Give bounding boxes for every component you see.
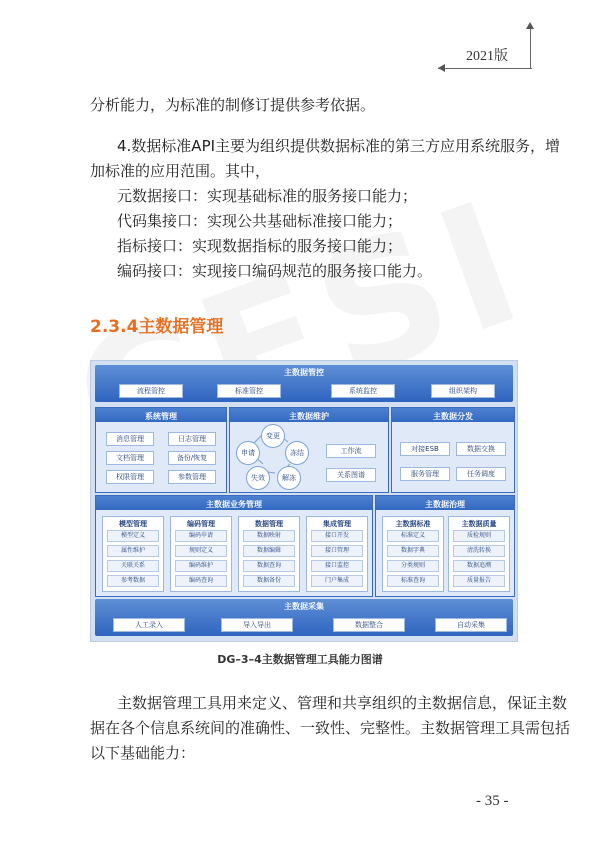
column-title: 编码管理: [187, 520, 215, 528]
item-box: 参考数据: [107, 575, 159, 587]
item-box: 属性维护: [107, 545, 159, 557]
band-title: 主数据管控: [284, 368, 324, 377]
item-box: 规则定义: [175, 545, 227, 557]
item-box: 清洗转换: [453, 545, 505, 557]
item-box: 模型定义: [107, 530, 159, 542]
band-collection: [95, 599, 513, 636]
item-box: 消息管理: [106, 432, 154, 446]
item-box: 接口开发: [311, 530, 363, 542]
edition-label: 2021版: [466, 49, 508, 64]
item-box: 文档管理: [106, 451, 154, 465]
body-paragraph: 分析能力，为标准的制修订提供参考依据。: [90, 96, 376, 114]
panel-business: [95, 495, 373, 597]
item-box: 数据追溯: [453, 560, 505, 572]
item-box: 分类规则: [387, 560, 439, 572]
item-box: 流程管控: [119, 384, 183, 398]
cycle-node: 失效: [246, 466, 270, 490]
item-box: 数据交换: [456, 442, 506, 456]
arrow-left-icon: [438, 64, 445, 72]
band-control: [95, 365, 513, 402]
panel-title: 主数据维护: [289, 412, 329, 421]
body-paragraph: 以下基础能力：: [90, 744, 196, 762]
item-box: 标准定义: [387, 530, 439, 542]
panel-title: 系统管理: [145, 412, 177, 421]
body-paragraph: 主数据管理工具用来定义、管理和共享组织的主数据信息，保证主数: [117, 694, 568, 712]
item-box: 数据整合: [333, 618, 405, 632]
body-paragraph: 加标准的应用范围。其中，: [90, 162, 271, 180]
item-box: 标准查询: [387, 575, 439, 587]
column-data: [238, 516, 300, 592]
panel-title: 主数据治理: [425, 500, 465, 509]
body-paragraph: 编码接口：实现接口编码规范的服务接口能力。: [117, 262, 433, 280]
item-box: 门户集成: [311, 575, 363, 587]
item-box: 数据字典: [387, 545, 439, 557]
cycle-node: 变更: [261, 424, 285, 448]
item-box: 编码查询: [175, 575, 227, 587]
item-box: 数据映射: [243, 530, 295, 542]
capability-diagram: [90, 360, 518, 642]
item-box: 关系图谱: [326, 468, 376, 482]
column-quality: [448, 516, 510, 592]
item-box: 任务调度: [456, 467, 506, 481]
item-box: 编码维护: [175, 560, 227, 572]
header-rule: [438, 68, 532, 69]
body-paragraph: 代码集接口：实现公共基础标准接口能力；: [117, 212, 403, 230]
panel-distribution: [391, 407, 515, 493]
item-box: 质检规则: [453, 530, 505, 542]
item-box: 工作流: [326, 444, 376, 458]
item-box: 编码申请: [175, 530, 227, 542]
header-vertical-rule: [530, 26, 531, 69]
item-box: 关联关系: [107, 560, 159, 572]
item-box: 接口监控: [311, 560, 363, 572]
item-box: 标准管控: [217, 384, 281, 398]
column-title: 主数据标准: [395, 520, 431, 528]
item-box: 数据备份: [243, 575, 295, 587]
cycle-node: 解冻: [277, 466, 301, 490]
item-box: 质量报告: [453, 575, 505, 587]
column-title: 模型管理: [119, 520, 147, 528]
cycle-node: 冻结: [285, 441, 309, 465]
section-title: 2.3.4主数据管理: [90, 317, 224, 337]
band-title: 主数据采集: [284, 602, 324, 611]
body-paragraph: 元数据接口：实现基础标准的服务接口能力；: [117, 187, 418, 205]
column-title: 数据管理: [255, 520, 283, 528]
column-model: [102, 516, 164, 592]
item-box: 数据编辑: [243, 545, 295, 557]
item-box: 系统监控: [331, 384, 395, 398]
cycle-node: 申请: [236, 441, 260, 465]
column-title: 主数据质量: [461, 520, 497, 528]
item-box: 接口管理: [311, 545, 363, 557]
panel-governance: [375, 495, 515, 597]
arrow-up-icon: [526, 22, 534, 29]
panel-title: 主数据业务管理: [206, 500, 262, 509]
item-box: 组织架构: [431, 384, 495, 398]
item-box: 备份/恢复: [168, 451, 216, 465]
item-box: 服务管理: [400, 467, 450, 481]
item-box: 对接ESB: [400, 442, 450, 456]
panel-system: [95, 407, 227, 493]
body-paragraph: 据在各个信息系统间的准确性、一致性、完整性。主数据管理工具需包括: [90, 719, 571, 737]
body-paragraph: 指标接口：实现数据指标的服务接口能力；: [117, 237, 403, 255]
figure-caption: DG–3–4主数据管理工具能力图谱: [217, 653, 383, 666]
item-box: 数据查询: [243, 560, 295, 572]
item-box: 日志管理: [168, 432, 216, 446]
column-standard: [382, 516, 444, 592]
page-number: - 35 -: [476, 793, 509, 809]
item-box: 自动采集: [435, 618, 507, 632]
column-code: [170, 516, 232, 592]
item-box: 参数管理: [168, 470, 216, 484]
item-box: 导入导出: [221, 618, 293, 632]
panel-maintenance: [229, 407, 389, 493]
item-box: 权限管理: [106, 470, 154, 484]
body-paragraph: 4.数据标准API主要为组织提供数据标准的第三方应用系统服务，增: [117, 137, 561, 155]
item-box: 人工录入: [113, 618, 185, 632]
column-integration: [306, 516, 368, 592]
column-title: 集成管理: [323, 520, 351, 528]
panel-title: 主数据分发: [433, 412, 473, 421]
